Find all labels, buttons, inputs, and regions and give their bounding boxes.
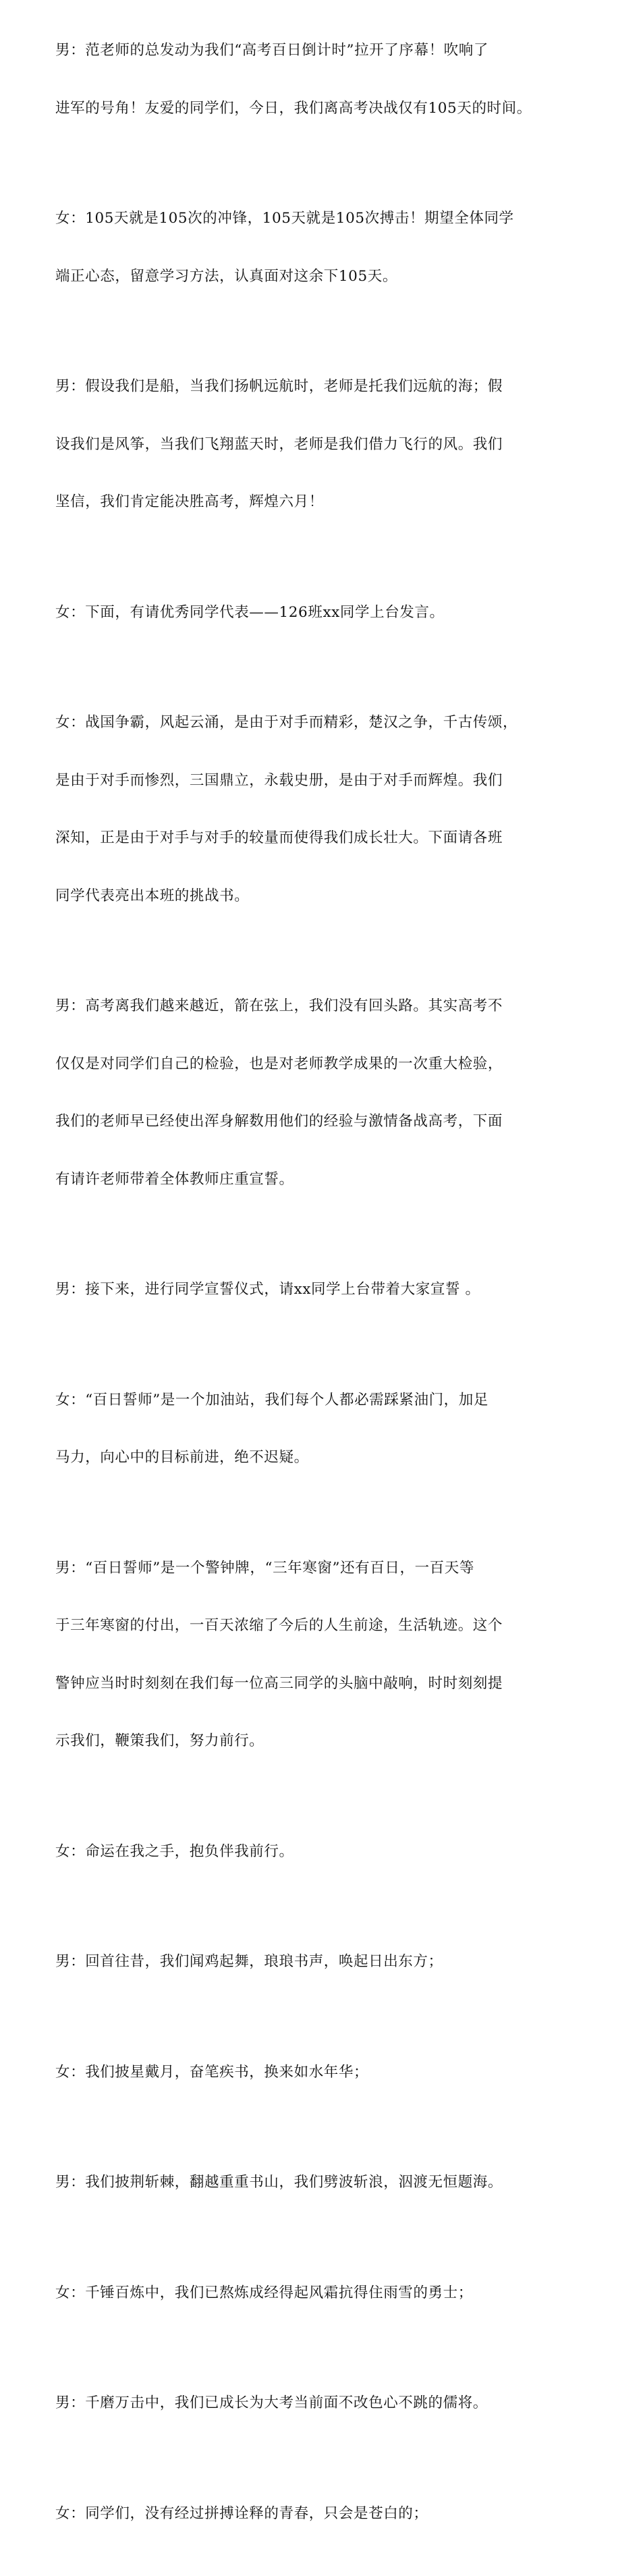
text-line: 我们的老师早已经使出浑身解数用他们的经验与激情备战高考，下面 [55,1113,503,1130]
text-line: 于三年寒窗的付出，一百天浓缩了今后的人生前途，生活轨迹。这个 [55,1617,503,1634]
text-line: 男：高考离我们越来越近，箭在弦上，我们没有回头路。其实高考不 [55,997,503,1014]
text-line: 男：我们披荆斩棘，翻越重重书山，我们劈波斩浪，泅渡无恒题海。 [55,2174,503,2191]
text-line: 女：“百日誓师”是一个加油站，我们每个人都必需踩紧油门，加足 [55,1391,489,1408]
text-line: 男：假设我们是船，当我们扬帆远航时，老师是托我们远航的海；假 [55,378,503,395]
paragraph [55,2466,602,2563]
text-line: 女：战国争霸，风起云涌，是由于对手而精彩，楚汉之争，千古传颂， [55,714,518,731]
text-line: 女：千锤百炼中，我们已熬炼成经得起风霜抗得住雨雪的勇士； [55,2284,473,2301]
text-line: 女：下面，有请优秀同学代表——126班xx同学上台发言。 [55,603,445,621]
text-line: 端正心态，留意学习方法，认真面对这余下105天。 [55,267,397,285]
paragraph [55,1242,602,1338]
paragraph [55,1804,602,1900]
paragraph [55,2245,602,2342]
paragraph [55,3,602,157]
text-line: 示我们，鞭策我们，努力前行。 [55,1732,264,1749]
paragraph [55,1520,602,1790]
paragraph [55,339,602,551]
text-line: 有请许老师带着全体教师庄重宣誓。 [55,1170,294,1188]
text-line: 男：“百日誓师”是一个警钟牌，“三年寒窗”还有百日，一百天等 [55,1559,474,1577]
text-line: 警钟应当时时刻刻在我们每一位高三同学的头脑中敲响，时时刻刻提 [55,1674,503,1692]
text-line: 设我们是风筝，当我们飞翔蓝天时，老师是我们借力飞行的风。我们 [55,435,503,453]
paragraph [55,675,602,944]
text-line: 进军的号角！友爱的同学们，今日，我们离高考决战仅有105天的时间。 [55,99,532,117]
text-line: 仅仅是对同学们自己的检验，也是对老师教学成果的一次重大检验， [55,1055,503,1072]
text-line: 男：千磨万击中，我们已成长为大考当前面不改色心不跳的儒将。 [55,2394,488,2411]
text-line: 女：我们披星戴月，奋笔疾书，换来如水年华； [55,2063,369,2081]
text-line: 是由于对手而惨烈，三国鼎立，永载史册，是由于对手而辉煌。我们 [55,771,503,789]
text-line: 女：命运在我之手，抱负伴我前行。 [55,1842,294,1860]
text-line: 同学代表亮出本班的挑战书。 [55,887,250,904]
text-line: 坚信，我们肯定能决胜高考，辉煌六月！ [55,493,324,510]
paragraph [55,2135,602,2231]
text-line: 深知，正是由于对手与对手的较量而使得我们成长壮大。下面请各班 [55,829,503,846]
text-line: 女：同学们，没有经过拼搏诠释的青春，只会是苍白的； [55,2504,428,2522]
paragraph [55,2355,602,2452]
text-line: 马力，向心中的目标前进，绝不迟疑。 [55,1449,309,1466]
paragraph [55,565,602,661]
text-line: 男：接下来，进行同学宣誓仪式，请xx同学上台带着大家宣誓 。 [55,1281,480,1298]
paragraph [55,1352,602,1506]
paragraph [55,1914,602,2010]
text-line: 男：回首往昔，我们闻鸡起舞，琅琅书声，唤起日出东方； [55,1953,443,1970]
document-body [55,3,602,2576]
text-line: 女：105天就是105次的冲锋，105天就是105次搏击！期望全体同学 [55,210,514,227]
paragraph [55,958,602,1228]
paragraph [55,2025,602,2121]
paragraph [55,171,602,325]
text-line: 男：范老师的总发动为我们“高考百日倒计时”拉开了序幕！吹响了 [55,42,489,59]
